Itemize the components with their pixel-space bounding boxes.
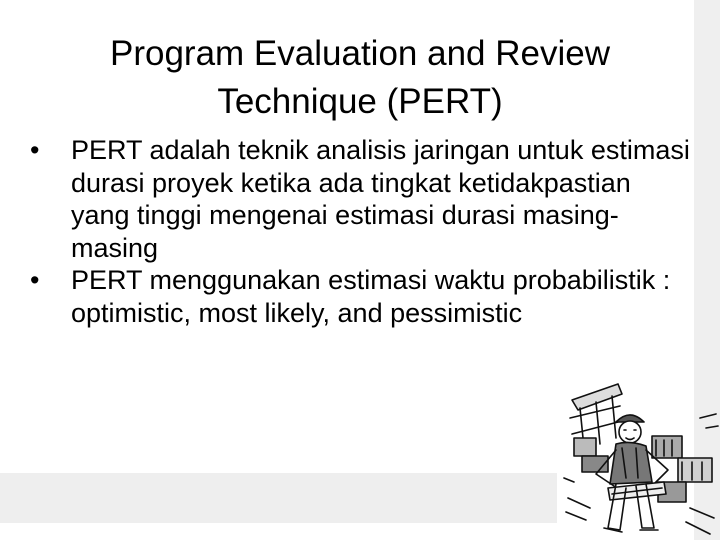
bullet-text: PERT menggunakan estimasi waktu probabilistik : optimistic, most likely, and pessimistic xyxy=(71,265,671,328)
bullet-dot: • xyxy=(30,265,40,295)
slide-title: Program Evaluation and Review Technique (PERT) xyxy=(110,34,610,121)
bullet-text: PERT adalah teknik analisis jaringan untuk estimasi durasi proyek ketika ada tingkat ketidakpastian yang tinggi mengenai estimasi durasi masing-masing xyxy=(71,135,690,263)
bullet-item xyxy=(30,264,690,329)
bullet-item xyxy=(30,134,690,264)
bullet-dot: • xyxy=(30,135,40,165)
bottom-decor-band xyxy=(0,473,557,523)
bullet-list xyxy=(30,134,690,329)
construction-worker-clipart-icon xyxy=(560,378,720,540)
